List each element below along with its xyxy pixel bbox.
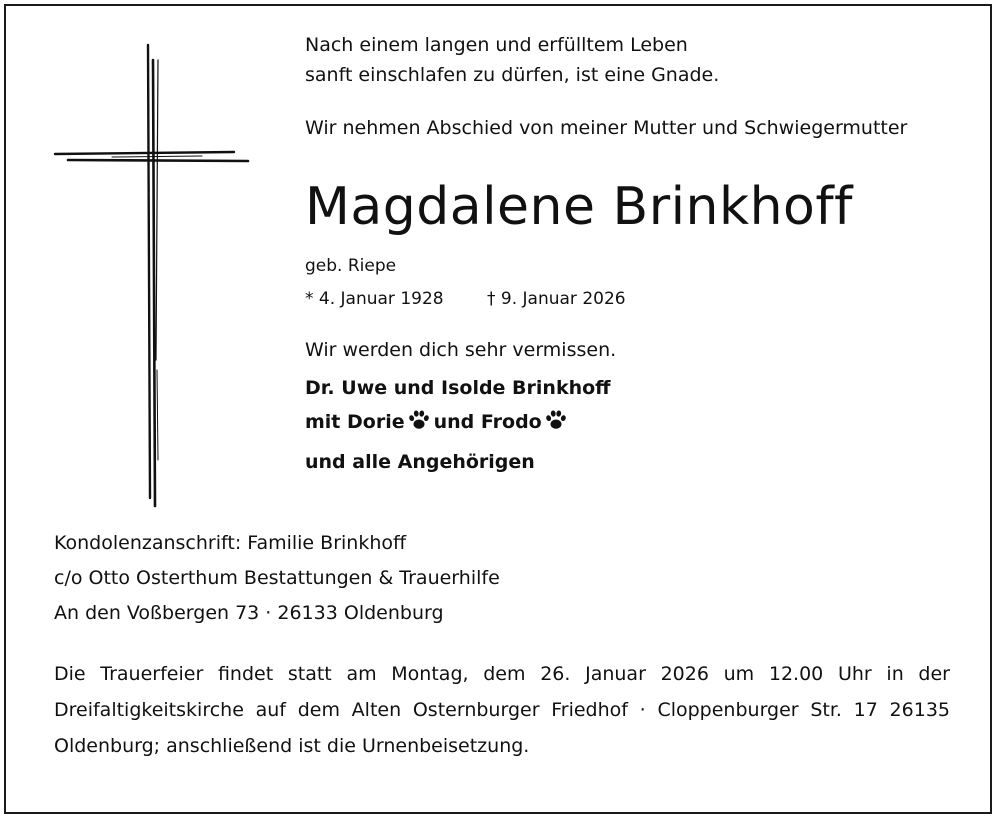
paw-icon (408, 409, 430, 431)
ceremony-text (54, 656, 950, 764)
poem-line-1: Nach einem langen und erfülltem Leben (305, 34, 688, 56)
death-date: † 9. Januar 2026 (487, 289, 626, 309)
birth-date: * 4. Januar 1928 (305, 289, 444, 309)
mourners-frodo: und Frodo (433, 411, 542, 433)
cross-icon (52, 40, 252, 510)
address-line-1: Kondolenzanschrift: Familie Brinkhoff (54, 532, 407, 554)
ceremony-line-2: Dreifaltigkeitskirche auf dem Alten Osternburger Friedhof · Cloppenburger Str. 17 26135 (54, 699, 950, 721)
miss-text: Wir werden dich sehr vermissen. (305, 339, 617, 361)
deceased-name: Magdalene Brinkhoff (305, 177, 853, 237)
address-line-3: An den Voßbergen 73 · 26133 Oldenburg (54, 602, 444, 624)
ceremony-line-3: Oldenburg; anschließend ist die Urnenbeisetzung. (54, 735, 530, 757)
mourners-line-1: Dr. Uwe und Isolde Brinkhoff (305, 377, 611, 399)
intro-text: Wir nehmen Abschied von meiner Mutter und Schwiegermutter (305, 117, 908, 139)
poem-line-2: sanft einschlafen zu dürfen, ist eine Gnade. (305, 64, 720, 86)
address-line-2: c/o Otto Osterthum Bestattungen & Trauerhilfe (54, 567, 500, 589)
paw-icon (545, 409, 567, 431)
mourners-line-3: und alle Angehörigen (305, 451, 535, 473)
mourners-line-2 (305, 407, 571, 437)
mourners-dorie: mit Dorie (305, 411, 405, 433)
maiden-name: geb. Riepe (305, 256, 397, 276)
ceremony-line-1: Die Trauerfeier findet statt am Montag, dem 26. Januar 2026 um 12.00 Uhr in der (54, 663, 950, 685)
